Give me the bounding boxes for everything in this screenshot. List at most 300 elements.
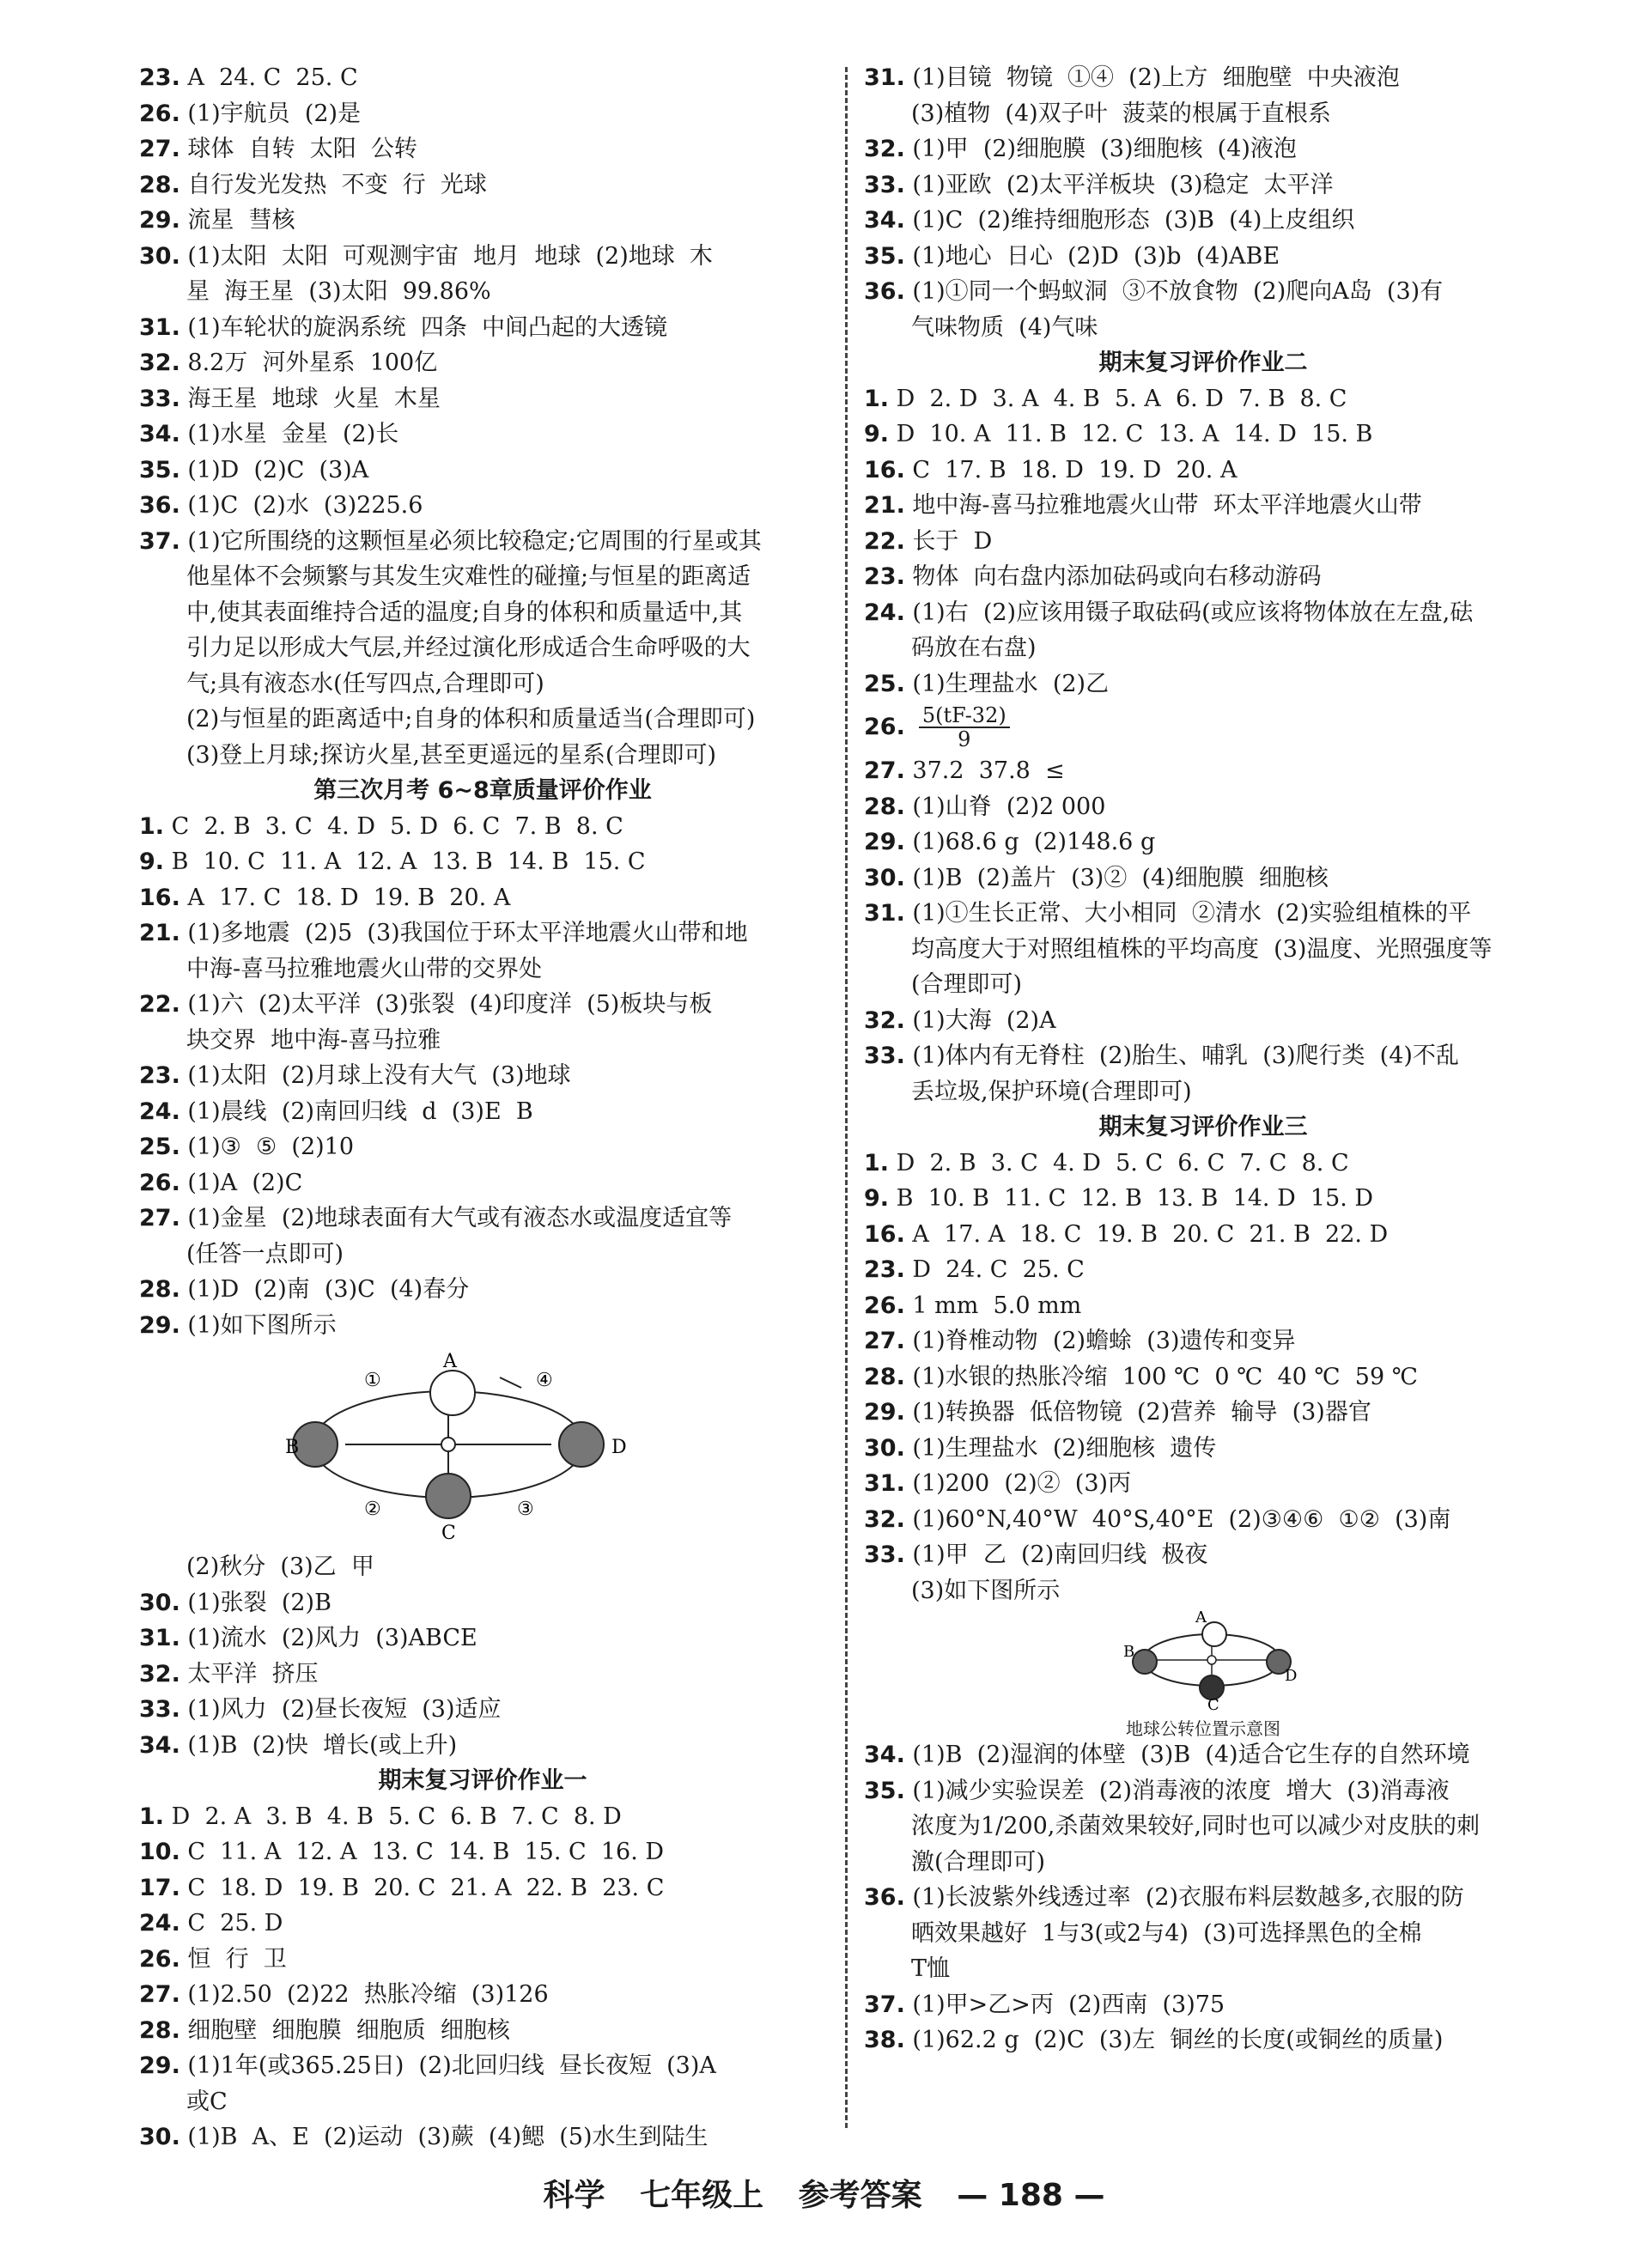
answer-text: 气;具有液态水(任写四点,合理即可)	[186, 670, 544, 697]
answer-line	[864, 1252, 1542, 1288]
answer-text: (1)脊椎动物 (2)蟾蜍 (3)遗传和变异	[904, 1328, 1296, 1354]
question-number: 1.	[864, 1149, 890, 1177]
question-number: 31.	[139, 313, 180, 341]
answers-block	[864, 1737, 1542, 2058]
answer-text: 激(合理即可)	[911, 1848, 1046, 1876]
question-number: 35.	[864, 1777, 905, 1804]
answer-text: D 24. C 25. C	[904, 1256, 1085, 1283]
question-number: 24.	[139, 1098, 180, 1125]
question-number: 31.	[139, 1625, 180, 1651]
question-number: 22.	[864, 527, 905, 555]
question-number: 1.	[864, 385, 890, 412]
answer-line	[139, 1129, 826, 1165]
answer-line	[139, 1549, 826, 1585]
question-number: 30.	[139, 2124, 180, 2150]
earth-orbit-figure-2	[864, 1608, 1542, 1737]
answer-line	[139, 630, 826, 666]
answer-text: (1)它所围绕的这颗恒星必须比较稳定;它周围的行星或其	[179, 527, 762, 555]
question-number: 27.	[139, 136, 180, 162]
answer-line	[864, 1181, 1542, 1217]
question-number: 28.	[139, 171, 180, 198]
answer-line	[864, 203, 1542, 239]
question-number: 28.	[139, 1276, 180, 1303]
answer-line	[864, 381, 1542, 417]
fig-label: A	[443, 1351, 457, 1372]
question-number: 28.	[864, 1363, 905, 1390]
answer-text: (3)植物 (4)双子叶 菠菜的根属于直根系	[911, 100, 1331, 127]
answer-text: (1)1年(或365.25日) (2)北回归线 昼长夜短 (3)A	[179, 2052, 716, 2079]
question-number: 24.	[864, 599, 905, 626]
answer-line	[864, 1003, 1542, 1039]
answer-text: (1)C (2)维持细胞形态 (3)B (4)上皮组织	[904, 207, 1355, 234]
answer-line	[139, 1977, 826, 2013]
answer-line	[139, 1201, 826, 1237]
answer-line	[864, 824, 1542, 860]
answer-line	[864, 932, 1542, 968]
question-number: 9.	[139, 848, 165, 875]
section-title: 第三次月考 6~8章质量评价作业	[313, 777, 652, 804]
answer-line	[139, 738, 826, 774]
answer-text: 1 mm 5.0 mm	[904, 1292, 1082, 1319]
fig-label: B	[1123, 1643, 1135, 1661]
answer-line	[864, 1809, 1542, 1845]
answer-text: (1)B (2)快 增长(或上升)	[179, 1731, 458, 1759]
answer-line	[864, 1074, 1542, 1110]
question-number: 26.	[139, 1945, 180, 1973]
answers-block	[864, 381, 1542, 702]
fig-label: D	[611, 1437, 627, 1458]
answer-line	[139, 2084, 826, 2120]
answer-line	[864, 1323, 1542, 1359]
answer-text: C 11. A 12. A 13. C 14. B 15. C 16. D	[179, 1839, 665, 1865]
question-number: 23.	[139, 1062, 180, 1089]
answers-block	[139, 809, 826, 1344]
answer-text: (1)宇航员 (2)是	[179, 100, 362, 127]
question-number: 26.	[864, 1292, 905, 1319]
answer-text: (1)①同一个蚂蚁洞 ③不放食物 (2)爬向A岛 (3)有	[904, 278, 1444, 305]
question-number: 29.	[864, 829, 905, 855]
question-number: 22.	[139, 991, 180, 1018]
answer-line	[864, 1737, 1542, 1773]
question-number: 33.	[864, 171, 905, 198]
answer-text: (1)如下图所示	[179, 1311, 337, 1339]
answer-line	[864, 1466, 1542, 1502]
fig-label: ①	[364, 1370, 381, 1391]
question-number: 26.	[139, 1169, 180, 1196]
question-number: 29.	[139, 2052, 180, 2079]
question-number: 27.	[139, 1981, 180, 2008]
earth-icon	[1133, 1650, 1157, 1674]
answer-text: 块交界 地中海-喜马拉雅	[186, 1026, 441, 1054]
question-number: 32.	[864, 1006, 905, 1034]
answer-line	[864, 1395, 1542, 1431]
fig-label: ③	[517, 1499, 534, 1520]
answer-text: A 24. C 25. C	[179, 64, 358, 91]
question-number: 27.	[864, 757, 905, 784]
answer-line	[864, 96, 1542, 132]
answer-line	[864, 1502, 1542, 1538]
question-number: 30.	[139, 242, 180, 270]
question-number: 35.	[864, 242, 905, 270]
answer-line	[139, 1237, 826, 1273]
answer-line	[864, 239, 1542, 275]
answers-block	[864, 60, 1542, 345]
answer-text: C 2. B 3. C 4. D 5. D 6. C 7. B 8. C	[164, 812, 623, 840]
section-title: 期末复习评价作业三	[1098, 1114, 1308, 1140]
answer-line	[864, 1217, 1542, 1253]
question-number: 29.	[139, 207, 180, 234]
answer-line	[139, 345, 826, 381]
answer-text: (1)张裂 (2)B	[179, 1589, 331, 1616]
answer-line	[864, 1880, 1542, 1916]
answer-text: (1)金星 (2)地球表面有大气或有液态水或温度适宜等	[179, 1205, 733, 1231]
answer-text: 码放在右盘)	[911, 635, 1037, 661]
answer-line	[139, 131, 826, 167]
answer-line	[864, 1573, 1542, 1609]
question-number: 25.	[139, 1134, 180, 1160]
answer-line	[139, 915, 826, 952]
answer-text: C 18. D 19. B 20. C 21. A 22. B 23. C	[179, 1874, 665, 1901]
answers-block	[139, 60, 826, 773]
question-number: 16.	[864, 1220, 905, 1248]
answer-text: 均高度大于对照组植株的平均高度 (3)温度、光照强度等	[911, 935, 1493, 963]
answer-text: (1)甲>乙>丙 (2)西南 (3)75	[904, 1991, 1225, 2018]
answer-text: 气味物质 (4)气味	[911, 313, 1098, 341]
question-number: 38.	[864, 2027, 905, 2053]
answer-text: (1)转换器 低倍物镜 (2)营养 输导 (3)器官	[904, 1399, 1371, 1426]
answer-line	[139, 1870, 826, 1906]
answer-text: (1)甲 乙 (2)南回归线 极夜	[904, 1541, 1208, 1568]
answer-line	[864, 131, 1542, 167]
question-number: 30.	[864, 864, 905, 891]
answer-line	[139, 1058, 826, 1094]
answer-line	[864, 630, 1542, 666]
question-number: 29.	[139, 1311, 180, 1339]
answer-line	[139, 167, 826, 204]
answer-line	[139, 844, 826, 880]
answer-text: 自行发光发热 不变 行 光球	[179, 171, 487, 198]
answer-line	[864, 417, 1542, 453]
fig-label: B	[285, 1437, 300, 1458]
answer-text: (1)地心 日心 (2)D (3)b (4)ABE	[904, 242, 1280, 270]
answer-text: C 17. B 18. D 19. D 20. A	[904, 456, 1238, 483]
fig-label: ②	[364, 1499, 381, 1520]
answers-block	[864, 753, 1542, 1110]
earth-orbit-figure-1	[139, 1343, 826, 1549]
question-number: 23.	[864, 1256, 905, 1283]
question-number: 31.	[864, 64, 905, 91]
question-number: 26.	[864, 714, 905, 741]
answer-text: (1)车轮状的旋涡系统 四条 中间凸起的大透镜	[179, 313, 668, 341]
earth-icon	[430, 1371, 475, 1415]
question-number: 1.	[139, 812, 165, 840]
answer-line	[864, 167, 1542, 204]
answer-line	[139, 2013, 826, 2049]
footer-subject: 科学	[543, 2178, 605, 2213]
answer-text: (1)风力 (2)昼长夜短 (3)适应	[179, 1696, 502, 1723]
answer-line	[139, 1692, 826, 1728]
fig-label: A	[1195, 1608, 1207, 1627]
answer-line	[864, 1038, 1542, 1074]
question-number: 21.	[864, 492, 905, 519]
answer-line	[139, 987, 826, 1023]
answer-line	[139, 880, 826, 916]
answer-line	[864, 967, 1542, 1003]
question-number: 27.	[139, 1205, 180, 1231]
answer-text: D 2. D 3. A 4. B 5. A 6. D 7. B 8. C	[889, 385, 1347, 412]
question-number: 32.	[864, 1505, 905, 1533]
answer-text: (1)生理盐水 (2)乙	[904, 670, 1110, 697]
question-number: 35.	[139, 456, 180, 483]
answer-text: (1)200 (2)② (3)丙	[904, 1470, 1132, 1497]
answer-text: (3)登上月球;探访火星,甚至更遥远的星系(合理即可)	[186, 741, 716, 769]
left-column	[139, 60, 826, 2156]
answer-text: 37.2 37.8 ≤	[904, 757, 1065, 784]
answer-line	[139, 595, 826, 631]
question-number: 21.	[139, 920, 180, 946]
answer-text: (1)大海 (2)A	[904, 1006, 1056, 1034]
answer-line	[139, 2048, 826, 2084]
question-number: 32.	[139, 350, 180, 376]
question-number: 23.	[864, 563, 905, 590]
formula-answer	[864, 702, 1542, 753]
question-number: 31.	[864, 900, 905, 927]
question-number: 32.	[139, 1660, 180, 1687]
answer-text: 中海-喜马拉雅地震火山带的交界处	[186, 955, 543, 982]
question-number: 26.	[139, 100, 180, 127]
answer-text: (1)水星 金星 (2)长	[179, 421, 399, 447]
answer-text: (1)右 (2)应该用镊子取砝码(或应该将物体放在左盘,砝	[904, 599, 1474, 626]
earth-icon	[559, 1422, 604, 1467]
answer-line	[864, 524, 1542, 560]
answer-text: (2)秋分 (3)乙 甲	[186, 1554, 374, 1580]
page-footer	[0, 2171, 1648, 2215]
question-number: 23.	[139, 64, 180, 91]
answer-text: 流星 彗核	[179, 207, 295, 234]
answer-line	[864, 60, 1542, 96]
answer-text: (1)甲 (2)细胞膜 (3)细胞核 (4)液泡	[904, 136, 1297, 162]
answer-text: 太平洋 挤压	[179, 1660, 319, 1687]
answer-text: 或C	[186, 2088, 228, 2115]
answer-text: (3)如下图所示	[911, 1577, 1061, 1604]
answer-text: (1)B (2)盖片 (3)② (4)细胞膜 细胞核	[904, 864, 1329, 891]
question-number: 9.	[864, 1185, 890, 1212]
answer-line	[864, 2022, 1542, 2058]
fig-label: C	[441, 1523, 456, 1544]
answer-line	[139, 1620, 826, 1657]
question-number: 34.	[864, 207, 905, 234]
answer-text: (1)C (2)水 (3)225.6	[179, 492, 423, 519]
answer-line	[139, 1657, 826, 1693]
answer-line	[139, 1165, 826, 1201]
answer-line	[864, 666, 1542, 702]
answer-line	[139, 1834, 826, 1870]
answer-line	[139, 2119, 826, 2156]
question-number: 32.	[864, 136, 905, 162]
answer-text: (1)60°N,40°W 40°S,40°E (2)③④⑥ ①② (3)南	[904, 1505, 1451, 1533]
answer-line	[864, 1431, 1542, 1467]
question-number: 28.	[864, 793, 905, 820]
answer-text: (1)①生长正常、大小相同 ②清水 (2)实验组植株的平	[904, 900, 1472, 927]
answer-text: 中,使其表面维持合适的温度;自身的体积和质量适中,其	[186, 599, 743, 626]
answer-line	[139, 559, 826, 595]
answer-line	[139, 1906, 826, 1942]
answer-line	[139, 488, 826, 524]
column-divider	[845, 67, 848, 2128]
answer-text: (1)2.50 (2)22 热胀冷缩 (3)126	[179, 1981, 549, 2008]
answer-text: 晒效果越好 1与3(或2与4) (3)可选择黑色的全棉	[911, 1919, 1422, 1947]
answer-text: (1)山脊 (2)2 000	[904, 793, 1106, 820]
page-number: — 188 —	[957, 2178, 1105, 2213]
answer-text: 海王星 地球 火星 木星	[179, 385, 441, 412]
question-number: 16.	[864, 456, 905, 483]
answers-block	[139, 1549, 826, 1763]
answer-text: D 2. A 3. B 4. B 5. C 6. B 7. C 8. D	[164, 1803, 622, 1830]
answer-line	[139, 274, 826, 310]
answer-text: T恤	[911, 1955, 951, 1982]
answer-text: 丢垃圾,保护环境(合理即可)	[911, 1078, 1192, 1105]
question-number: 34.	[139, 1731, 180, 1759]
answer-line	[139, 60, 826, 96]
answer-text: A 17. C 18. D 19. B 20. A	[179, 884, 511, 911]
answer-text: 他星体不会频繁与其发生灾难性的碰撞;与恒星的距离适	[186, 563, 751, 590]
answer-text: D 2. B 3. C 4. D 5. C 6. C 7. C 8. C	[889, 1149, 1349, 1177]
earth-icon	[426, 1474, 471, 1518]
answer-line	[139, 1272, 826, 1308]
answer-line	[864, 595, 1542, 631]
sun-icon	[441, 1438, 455, 1451]
answer-text: (1)生理盐水 (2)细胞核 遗传	[904, 1434, 1217, 1462]
answer-line	[864, 1288, 1542, 1324]
answer-line	[139, 1308, 826, 1344]
answer-text: 星 海王星 (3)太阳 99.86%	[186, 278, 491, 305]
answer-line	[139, 952, 826, 988]
answer-text: (1)晨线 (2)南回归线 d (3)E B	[179, 1098, 533, 1125]
fig-label: ④	[536, 1370, 553, 1391]
answer-line	[139, 1728, 826, 1764]
right-column	[864, 60, 1542, 2058]
answer-text: 浓度为1/200,杀菌效果较好,同时也可以减少对皮肤的刺	[911, 1813, 1480, 1839]
question-number: 30.	[139, 1589, 180, 1616]
question-number: 16.	[139, 884, 180, 911]
answer-line	[139, 239, 826, 275]
answer-text: 细胞壁 细胞膜 细胞质 细胞核	[179, 2016, 510, 2044]
fig-label: D	[1285, 1667, 1298, 1685]
footer-label: 参考答案	[798, 2178, 922, 2213]
question-number: 29.	[864, 1399, 905, 1426]
answer-line	[139, 1585, 826, 1621]
answer-line	[139, 417, 826, 453]
answer-text: 恒 行 卫	[179, 1945, 287, 1973]
answer-line	[864, 896, 1542, 932]
answer-line	[864, 753, 1542, 789]
footer-grade: 七年级上	[640, 2178, 764, 2213]
answers-block	[139, 1799, 826, 2156]
answer-text: (2)与恒星的距离适中;自身的体积和质量适当(合理即可)	[186, 706, 756, 733]
answer-line	[864, 1916, 1542, 1952]
answer-text: (1)A (2)C	[179, 1169, 303, 1196]
answer-line	[864, 310, 1542, 346]
answer-line	[864, 1845, 1542, 1881]
fraction-numerator: 5(tF-32)	[919, 704, 1010, 728]
question-number: 31.	[864, 1470, 905, 1497]
answer-text: (1)水银的热胀冷缩 100 ℃ 0 ℃ 40 ℃ 59 ℃	[904, 1363, 1418, 1390]
question-number: 28.	[139, 2016, 180, 2044]
answer-line	[864, 559, 1542, 595]
section-title: 期末复习评价作业一	[378, 1767, 587, 1794]
question-number: 27.	[864, 1328, 905, 1354]
question-number: 33.	[864, 1043, 905, 1069]
answer-text: (1)③ ⑤ (2)10	[179, 1134, 355, 1160]
answer-line	[139, 203, 826, 239]
orbit-diagram	[864, 1608, 1542, 1712]
question-number: 36.	[864, 278, 905, 305]
answer-line	[864, 1359, 1542, 1395]
answer-line	[139, 666, 826, 702]
answer-line	[139, 96, 826, 132]
answer-line	[864, 488, 1542, 524]
answer-text: B 10. C 11. A 12. A 13. B 14. B 15. C	[164, 848, 646, 875]
answer-text: (合理即可)	[911, 971, 1023, 998]
figure-caption: 地球公转位置示意图	[1126, 1718, 1280, 1739]
answer-line	[864, 789, 1542, 825]
answer-text: (1)长波紫外线透过率 (2)衣服布料层数越多,衣服的防	[904, 1884, 1464, 1911]
answer-line	[864, 1537, 1542, 1573]
answer-text: 长于 D	[904, 527, 993, 555]
answer-text: D 10. A 11. B 12. C 13. A 14. D 15. B	[889, 421, 1373, 447]
answer-line	[139, 702, 826, 738]
answer-text: (1)D (2)C (3)A	[179, 456, 369, 483]
question-number: 33.	[139, 1696, 180, 1723]
answer-text: 8.2万 河外星系 100亿	[179, 350, 438, 376]
orbit-diagram	[139, 1343, 826, 1549]
answer-line	[139, 453, 826, 489]
answer-text: 物体 向右盘内添加砝码或向右移动游码	[904, 563, 1322, 590]
answer-text: (1)六 (2)太平洋 (3)张裂 (4)印度洋 (5)板块与板	[179, 991, 713, 1018]
answer-line	[864, 860, 1542, 897]
answer-text: B 10. B 11. C 12. B 13. B 14. D 15. D	[889, 1185, 1374, 1212]
question-number: 36.	[864, 1884, 905, 1911]
answer-text: (1)体内有无脊柱 (2)胎生、哺乳 (3)爬行类 (4)不乱	[904, 1043, 1459, 1069]
question-number: 17.	[139, 1874, 180, 1901]
question-number: 34.	[864, 1742, 905, 1768]
answer-line	[864, 453, 1542, 489]
question-number: 9.	[864, 421, 890, 447]
fraction	[919, 704, 1010, 751]
answer-text: (1)62.2 g (2)C (3)左 铜丝的长度(或铜丝的质量)	[904, 2027, 1444, 2053]
fraction-denominator: 9	[958, 727, 971, 751]
answer-text: (1)多地震 (2)5 (3)我国位于环太平洋地震火山带和地	[179, 920, 748, 946]
question-number: 1.	[139, 1803, 165, 1830]
question-number: 34.	[139, 421, 180, 447]
answer-text: (1)68.6 g (2)148.6 g	[904, 829, 1156, 855]
answer-text: C 25. D	[179, 1910, 283, 1937]
sun-icon	[1207, 1656, 1216, 1664]
answer-line	[139, 1023, 826, 1059]
answer-line	[864, 1951, 1542, 1987]
answer-line	[139, 809, 826, 845]
answer-text: (1)B A、E (2)运动 (3)蕨 (4)鳃 (5)水生到陆生	[179, 2124, 708, 2150]
answer-text: (1)减少实验误差 (2)消毒液的浓度 增大 (3)消毒液	[904, 1777, 1450, 1804]
answer-text: (1)B (2)湿润的体壁 (3)B (4)适合它生存的自然环境	[904, 1742, 1470, 1768]
answer-text: (任答一点即可)	[186, 1240, 344, 1268]
answer-text: A 17. A 18. C 19. B 20. C 21. B 22. D	[904, 1220, 1389, 1248]
answer-line	[864, 1987, 1542, 2023]
answer-text: 球体 自转 太阳 公转	[179, 136, 417, 162]
answer-text: 引力足以形成大气层,并经过演化形成适合生命呼吸的大	[186, 635, 751, 661]
fig-label: C	[1207, 1696, 1219, 1712]
arrow-icon	[500, 1377, 521, 1388]
